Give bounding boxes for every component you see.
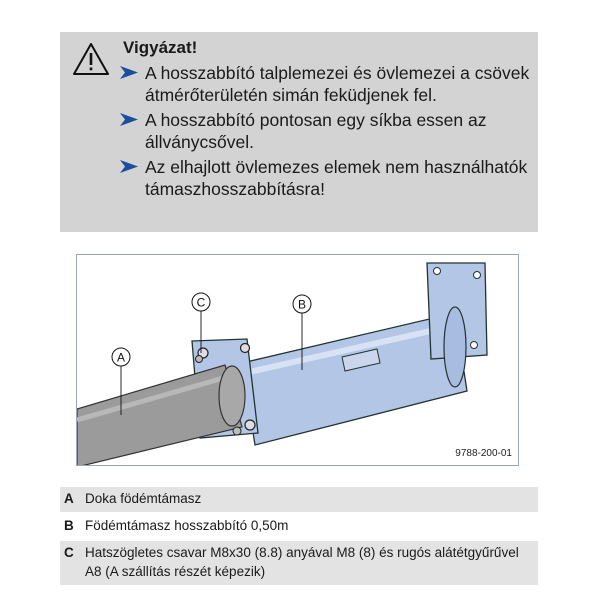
label-b: B	[297, 297, 307, 312]
legend-row-c	[60, 541, 538, 585]
warning-item	[120, 156, 535, 200]
arrow-bullet-icon	[120, 66, 138, 79]
warning-list	[120, 62, 535, 203]
arrow-bullet-icon	[120, 160, 138, 173]
arrow-bullet-icon	[120, 113, 138, 126]
warning-item	[120, 62, 535, 106]
legend-letter: B	[64, 518, 74, 533]
legend-text: Födémtámasz hosszabbító 0,50m	[85, 518, 289, 533]
warning-item-text: A hosszabbító pontosan egy síkba essen az állványcsővel.	[145, 110, 487, 152]
legend-letter: A	[64, 491, 74, 506]
warning-item	[120, 109, 535, 153]
warning-triangle-icon	[72, 42, 110, 76]
figure-code: 9788-200-01	[455, 448, 512, 459]
label-a: A	[116, 350, 126, 365]
legend-text: Doka födémtámasz	[85, 491, 202, 506]
figure-drawing	[77, 255, 519, 466]
warning-box	[60, 32, 538, 232]
warning-title: Vigyázat!	[123, 38, 198, 57]
warning-item-text: Az elhajlott övlemezes elemek nem használhatók támaszhosszabbításra!	[145, 157, 528, 199]
label-c: C	[196, 295, 206, 310]
legend-letter: C	[64, 545, 74, 560]
legend-text: Hatszögletes csavar M8x30 (8.8) anyával M8 (8) és rugós alátétgyűrűvel A8 (A szállítás részét képezik)	[85, 545, 519, 579]
legend-row-a	[60, 487, 538, 512]
legend-row-b	[60, 514, 538, 539]
warning-item-text: A hosszabbító talplemezei és övlemezei a csövek átmérőterületén simán feküdjenek fel.	[145, 63, 530, 105]
legend	[60, 487, 538, 585]
prop-extension-figure	[76, 254, 519, 466]
